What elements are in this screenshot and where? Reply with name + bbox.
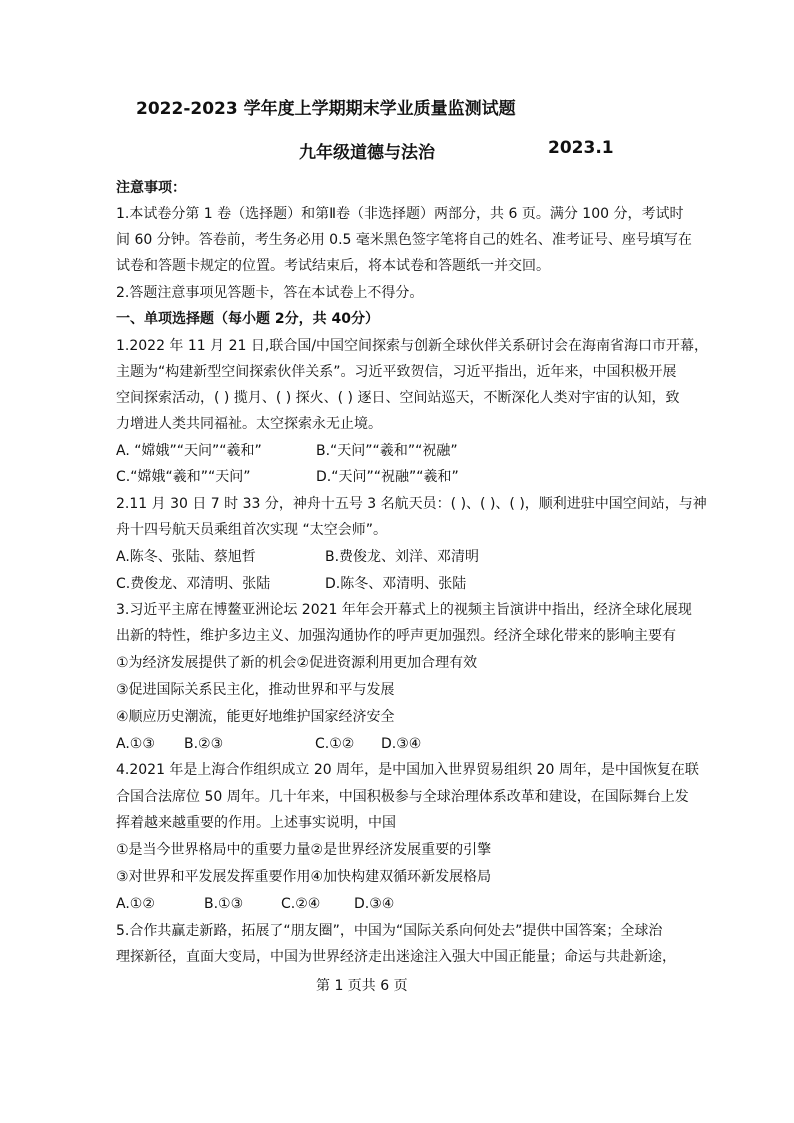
option-b: B.①③: [204, 896, 244, 912]
question-text: 5.合作共赢走新路，拓展了“朋友圈”，中国为“国际关系向何处去”提供中国答案；全球治: [116, 923, 663, 939]
section-heading: 一、单项选择题（每小题 2分，共 40分）: [116, 311, 379, 327]
option-a: A.①②: [116, 896, 155, 912]
question-text: 空间探索活动，( ) 揽月、( ) 探火、( ) 逐日、空间站巡天，不断深化人类对宇宙的认知，致: [116, 390, 680, 406]
question-text: 出新的特性，维护多边主义、加强沟通协作的呼声更加强烈。经济全球化带来的影响主要有: [116, 628, 676, 644]
question-text: 挥着越来越重要的作用。上述事实说明，中国: [116, 815, 396, 831]
option-d: D.陈冬、邓清明、张陆: [325, 576, 467, 592]
choice-item: ③促进国际关系民主化，推动世界和平与发展: [116, 682, 395, 698]
choice-item: ④顺应历史潮流，能更好地维护国家经济安全: [116, 709, 395, 725]
question-text: 理探新径，直面大变局，中国为世界经济走出迷途注入强大中国正能量；命运与共赴新途，: [116, 949, 676, 965]
option-b: B.②③: [184, 736, 224, 752]
notes-heading: 注意事项：: [116, 180, 186, 196]
option-c: C.“嫦娥“羲和”“天问”: [116, 469, 251, 485]
subject-title: 九年级道德与法治: [299, 143, 435, 163]
question-text: 主题为“构建新型空间探索伙伴关系”。习近平致贺信，习近平指出，近年来，中国积极开展: [116, 364, 677, 380]
choice-item: ③对世界和平发展发挥重要作用④加快构建双循环新发展格局: [116, 869, 492, 885]
option-d: D.③④: [381, 736, 422, 752]
question-text: 舟十四号航天员乘组首次实现 “太空会师”。: [116, 522, 387, 538]
question-text: 3.习近平主席在博鳌亚洲论坛 2021 年年会开幕式上的视频主旨演讲中指出，经济全球化展现: [116, 602, 692, 618]
option-c: C.费俊龙、邓清明、张陆: [116, 576, 271, 592]
question-text: 4.2021 年是上海合作组织成立 20 周年，是中国加入世界贸易组织 20 周年，是中国恢复在联: [116, 762, 699, 778]
question-text: 1.2022 年 11 月 21 日,联合国/中国空间探索与创新全球伙伴关系研讨会在海南省海口市开幕，: [116, 338, 709, 354]
question-text: 力增进人类共同福祉。太空探索永无止境。: [116, 416, 382, 432]
option-a: A.陈冬、张陆、蔡旭哲: [116, 549, 256, 565]
option-a: A.①③: [116, 736, 155, 752]
page-number: 第 1 页共 6 页: [316, 978, 408, 994]
notes-line: 试卷和答题卡规定的位置。考试结束后，将本试卷和答题纸一并交回。: [116, 258, 550, 274]
option-a: A. “嫦娥”“天问”“羲和”: [116, 443, 262, 459]
option-b: B.“天问”“羲和”“祝融”: [316, 443, 458, 459]
question-text: 合国合法席位 50 周年。几十年来，中国积极参与全球治理体系改革和建设，在国际舞台上发: [116, 789, 689, 805]
choice-item: ①为经济发展提供了新的机会②促进资源利用更加合理有效: [116, 655, 478, 671]
option-b: B.费俊龙、刘洋、邓清明: [325, 549, 480, 565]
exam-date: 2023.1: [548, 138, 614, 158]
question-text: 2.11 月 30 日 7 时 33 分，神舟十五号 3 名航天员：( )、( )、( )，顺利进驻中国空间站，与神: [116, 496, 707, 512]
option-c: C.②④: [281, 896, 321, 912]
option-d: D.③④: [354, 896, 395, 912]
notes-line: 间 60 分钟。答卷前，考生务必用 0.5 毫米黑色签字笔将自己的姓名、准考证号、座号填写在: [116, 232, 692, 248]
exam-title: 2022-2023 学年度上学期期末学业质量监测试题: [136, 99, 516, 119]
option-c: C.①②: [315, 736, 355, 752]
choice-item: ①是当今世界格局中的重要力量②是世界经济发展重要的引擎: [116, 842, 492, 858]
option-d: D.“天问”“祝融”“羲和”: [316, 469, 459, 485]
notes-line: 1.本试卷分第 1 卷（选择题）和第Ⅱ卷（非选择题）两部分，共 6 页。满分 100 分，考试时: [116, 206, 684, 222]
notes-line: 2.答题注意事项见答题卡，答在本试卷上不得分。: [116, 285, 424, 301]
